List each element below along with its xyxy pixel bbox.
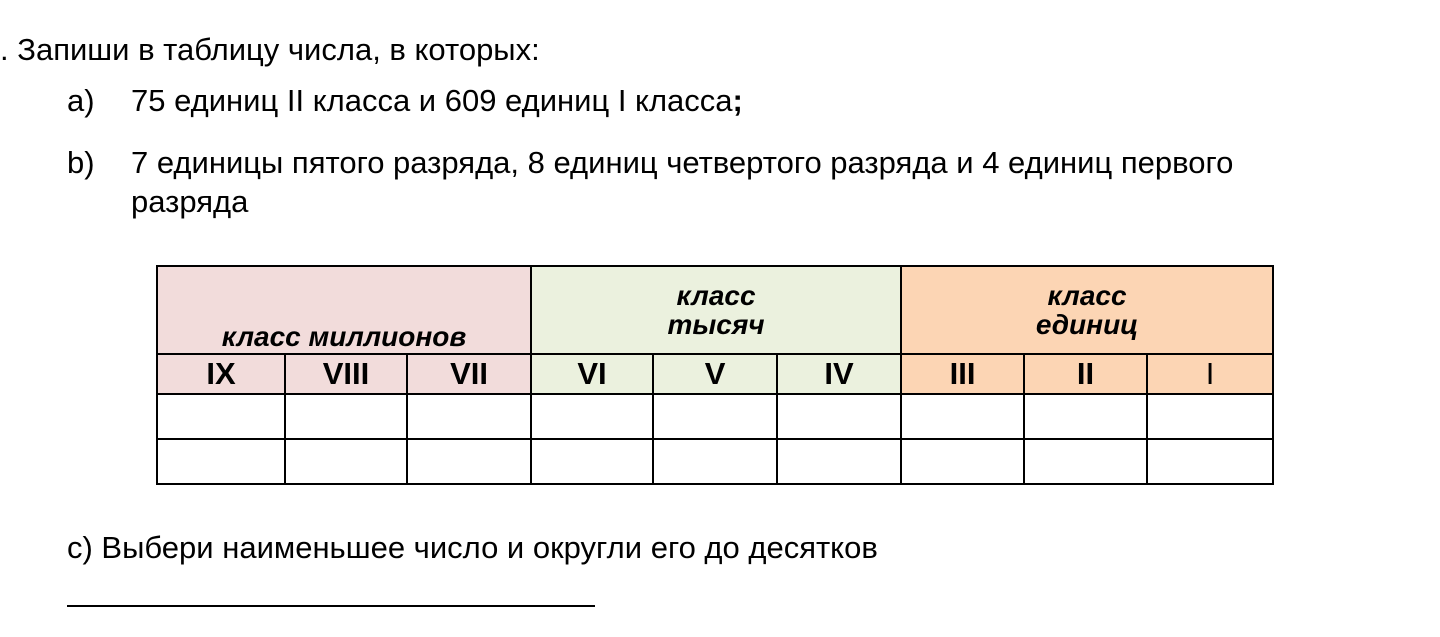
answer-cell[interactable]	[285, 394, 407, 439]
answer-cell[interactable]	[653, 439, 777, 484]
answer-cell[interactable]	[285, 439, 407, 484]
answer-cell[interactable]	[407, 394, 531, 439]
answer-cell[interactable]	[653, 394, 777, 439]
answer-cell[interactable]	[1024, 439, 1147, 484]
answer-row	[157, 439, 1273, 484]
answer-cell[interactable]	[1024, 394, 1147, 439]
class-units-header	[901, 266, 1273, 354]
item-a-semicolon: ;	[732, 83, 743, 118]
place-value-table	[156, 265, 1274, 485]
item-b-text-line1: 7 единицы пятого разряда, 8 единиц четвертого разряда и 4 единиц первого	[131, 145, 1234, 180]
rank-header-cell: VIII	[285, 354, 407, 394]
item-a-text	[131, 83, 743, 119]
answer-cell[interactable]	[777, 439, 901, 484]
answer-cell[interactable]	[901, 394, 1024, 439]
rank-header-cell: VI	[531, 354, 653, 394]
class-thousands-name: тысяч	[667, 309, 765, 340]
rank-header-cell: IX	[157, 354, 285, 394]
item-b-marker: b)	[67, 145, 95, 180]
class-units-word: класс	[1047, 280, 1127, 311]
class-units-name: единиц	[1035, 309, 1139, 340]
answer-cell[interactable]	[901, 439, 1024, 484]
class-header-row	[157, 266, 1273, 354]
answer-cell[interactable]	[1147, 394, 1273, 439]
rank-header-cell: IV	[777, 354, 901, 394]
answer-blank-line[interactable]	[67, 605, 595, 607]
item-a-body: 75 единиц II класса и 609 единиц I класса	[131, 83, 733, 118]
rank-header-cell: VII	[407, 354, 531, 394]
answer-cell[interactable]	[531, 394, 653, 439]
rank-header-cell: V	[653, 354, 777, 394]
answer-cell[interactable]	[407, 439, 531, 484]
rank-header-cell: III	[901, 354, 1024, 394]
answer-cell[interactable]	[157, 394, 285, 439]
class-thousands-word: класс	[676, 280, 756, 311]
rank-header-row	[157, 354, 1273, 394]
item-c-text: c) Выбери наименьшее число и округли его до десятков	[67, 530, 878, 565]
item-b-text-line2: разряда	[131, 184, 249, 219]
class-millions-header: класс миллионов	[157, 266, 531, 354]
rank-header-cell: II	[1024, 354, 1147, 394]
rank-header-cell: I	[1147, 354, 1273, 394]
answer-cell[interactable]	[1147, 439, 1273, 484]
answer-row	[157, 394, 1273, 439]
item-a-marker: a)	[67, 83, 95, 118]
answer-cell[interactable]	[777, 394, 901, 439]
task-intro: . Запиши в таблицу числа, в которых:	[0, 32, 540, 67]
class-thousands-header	[531, 266, 901, 354]
answer-cell[interactable]	[157, 439, 285, 484]
answer-cell[interactable]	[531, 439, 653, 484]
